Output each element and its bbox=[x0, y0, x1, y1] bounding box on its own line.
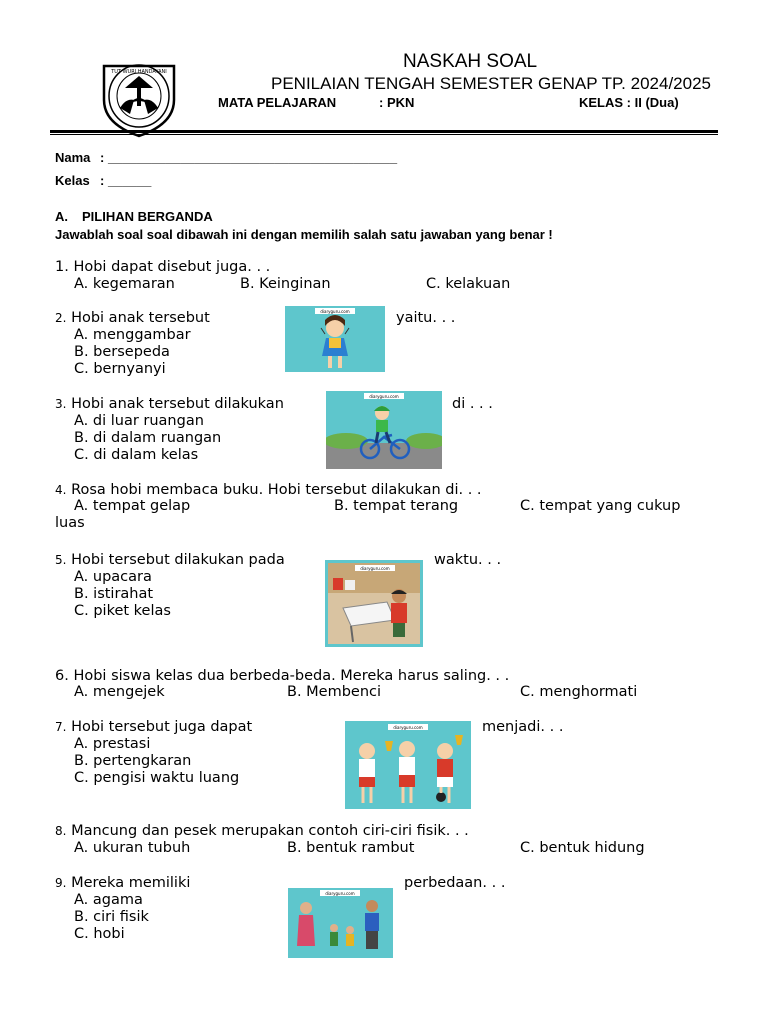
question-text: Hobi anak tersebut bbox=[71, 310, 210, 326]
question-number: 1. bbox=[55, 259, 69, 275]
option[interactable]: A. prestasi bbox=[74, 736, 151, 752]
name-label: Nama bbox=[55, 150, 91, 165]
option[interactable]: C. bentuk hidung bbox=[520, 840, 645, 856]
subject-label: MATA PELAJARAN bbox=[218, 95, 337, 110]
trophy-kids-image bbox=[345, 721, 471, 813]
option[interactable]: C. di dalam kelas bbox=[74, 447, 199, 463]
option[interactable]: C. hobi bbox=[74, 926, 125, 942]
option[interactable]: C. pengisi waktu luang bbox=[74, 770, 240, 786]
option[interactable]: B. bentuk rambut bbox=[287, 840, 415, 856]
question-tail: menjadi. . . bbox=[482, 719, 564, 735]
svg-text:diaryguru.com: diaryguru.com bbox=[325, 891, 355, 896]
document-subtitle: PENILAIAN TENGAH SEMESTER GENAP TP. 2024/2025 bbox=[271, 74, 711, 93]
question-number: 2. bbox=[55, 311, 67, 325]
question-number: 7. bbox=[55, 720, 67, 734]
classroom-drawing-image bbox=[325, 560, 423, 651]
header-divider bbox=[50, 130, 718, 133]
question-6 bbox=[55, 668, 509, 685]
question-tail: perbedaan. . . bbox=[404, 875, 506, 891]
name-field[interactable]: : ________________________________________ bbox=[100, 150, 398, 165]
question-1 bbox=[55, 259, 270, 276]
svg-text:diaryguru.com: diaryguru.com bbox=[393, 725, 423, 730]
option[interactable]: A. mengejek bbox=[74, 684, 165, 700]
question-text: Rosa hobi membaca buku. Hobi tersebut dilakukan di. . . bbox=[71, 482, 482, 498]
option[interactable]: A. kegemaran bbox=[74, 276, 175, 292]
option-wrap: luas bbox=[55, 515, 85, 531]
question-text: Hobi tersebut dilakukan pada bbox=[71, 552, 285, 568]
question-number: 9. bbox=[55, 876, 67, 890]
option[interactable]: B. istirahat bbox=[74, 586, 154, 602]
singing-girl-image bbox=[285, 306, 385, 376]
option[interactable]: B. tempat terang bbox=[334, 498, 459, 514]
question-9 bbox=[55, 875, 190, 892]
question-number: 3. bbox=[55, 397, 67, 411]
option[interactable]: C. tempat yang cukup bbox=[520, 498, 681, 514]
question-5 bbox=[55, 552, 285, 569]
option[interactable]: B. Keinginan bbox=[240, 276, 331, 292]
question-number: 6. bbox=[55, 668, 69, 684]
question-text: Hobi siswa kelas dua berbeda-beda. Mereka harus saling. . . bbox=[73, 668, 510, 684]
option[interactable]: A. di luar ruangan bbox=[74, 413, 204, 429]
question-text: Hobi anak tersebut dilakukan bbox=[71, 396, 284, 412]
option[interactable]: C. kelakuan bbox=[426, 276, 511, 292]
cycling-boy-image bbox=[326, 391, 442, 473]
option[interactable]: B. di dalam ruangan bbox=[74, 430, 222, 446]
question-tail: yaitu. . . bbox=[396, 310, 456, 326]
class-info: KELAS : II (Dua) bbox=[579, 95, 679, 110]
document-title: NASKAH SOAL bbox=[403, 51, 538, 72]
section-letter: A. bbox=[55, 209, 68, 224]
question-text: Hobi dapat disebut juga. . . bbox=[73, 259, 271, 275]
class-label: Kelas bbox=[55, 173, 90, 188]
option[interactable]: B. pertengkaran bbox=[74, 753, 192, 769]
option[interactable]: C. piket kelas bbox=[74, 603, 171, 619]
svg-text:TUT WURI HANDAYANI: TUT WURI HANDAYANI bbox=[111, 69, 167, 75]
question-2 bbox=[55, 310, 210, 327]
question-text: Hobi tersebut juga dapat bbox=[71, 719, 253, 735]
option[interactable]: A. tempat gelap bbox=[74, 498, 191, 514]
svg-text:diaryguru.com: diaryguru.com bbox=[360, 566, 390, 571]
option[interactable]: A. ukuran tubuh bbox=[74, 840, 191, 856]
option[interactable]: C. menghormati bbox=[520, 684, 638, 700]
class-field[interactable]: : ______ bbox=[100, 173, 152, 188]
question-number: 5. bbox=[55, 553, 67, 567]
section-heading: PILIHAN BERGANDA bbox=[82, 209, 213, 224]
question-8 bbox=[55, 823, 469, 840]
option[interactable]: A. menggambar bbox=[74, 327, 191, 343]
family-image bbox=[288, 888, 393, 962]
option[interactable]: B. bersepeda bbox=[74, 344, 170, 360]
option[interactable]: A. upacara bbox=[74, 569, 152, 585]
option[interactable]: B. ciri fisik bbox=[74, 909, 149, 925]
option[interactable]: A. agama bbox=[74, 892, 143, 908]
svg-text:diaryguru.com: diaryguru.com bbox=[320, 309, 350, 314]
question-7 bbox=[55, 719, 252, 736]
svg-text:diaryguru.com: diaryguru.com bbox=[369, 394, 399, 399]
tut-wuri-handayani-logo bbox=[98, 52, 180, 138]
subject-value: : PKN bbox=[379, 95, 415, 110]
question-number: 8. bbox=[55, 824, 67, 838]
section-instruction: Jawablah soal soal dibawah ini dengan memilih salah satu jawaban yang benar ! bbox=[55, 227, 553, 242]
option[interactable]: C. bernyanyi bbox=[74, 361, 166, 377]
question-4 bbox=[55, 482, 482, 499]
question-3 bbox=[55, 396, 284, 413]
question-text: Mancung dan pesek merupakan contoh ciri-ciri fisik. . . bbox=[71, 823, 469, 839]
question-tail: waktu. . . bbox=[434, 552, 502, 568]
header-divider-thin bbox=[50, 134, 718, 135]
question-number: 4. bbox=[55, 483, 67, 497]
option[interactable]: B. Membenci bbox=[287, 684, 382, 700]
question-text: Mereka memiliki bbox=[71, 875, 191, 891]
question-tail: di . . . bbox=[452, 396, 493, 412]
